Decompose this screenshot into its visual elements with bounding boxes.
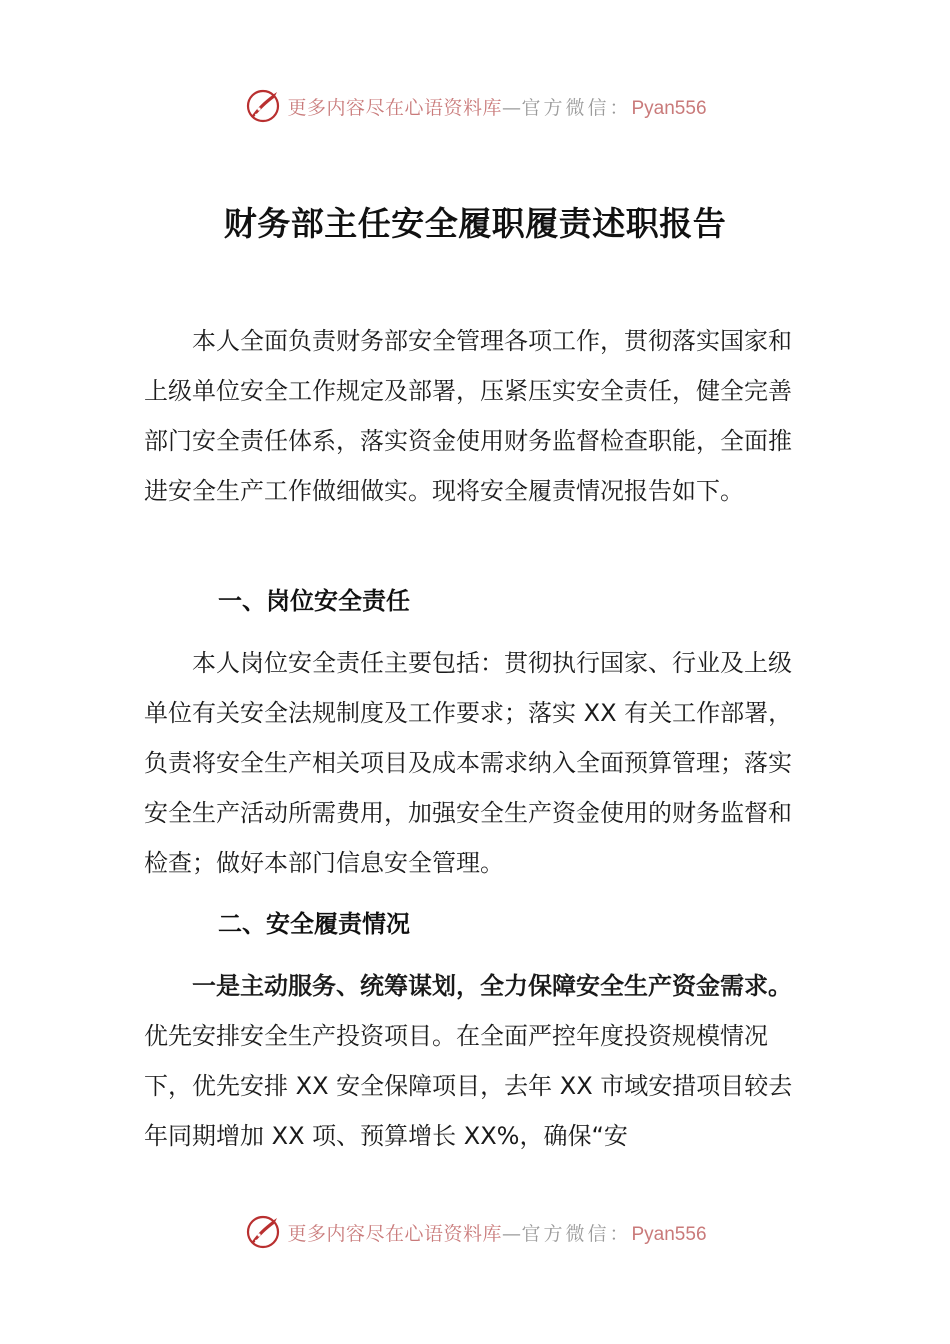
banner-text: 更多内容尽在心语资料库—官方微信：Pyan556 (287, 96, 707, 119)
document-title: 财务部主任安全履职履责述职报告 (223, 204, 727, 244)
section-heading-2: 二、安全履责情况 (218, 910, 410, 938)
banner-text: 更多内容尽在心语资料库—官方微信：Pyan556 (287, 1222, 707, 1245)
pen-nib-logo-icon (243, 86, 283, 126)
section2-body: 优先安排安全生产投资项目。在全面严控年度投资规模情况下，优先安排 XX 安全保障项目，去年 XX 市域安措项目较去年同期增加 XX 项、预算增长 XX%，确保“安 (144, 1022, 793, 1150)
footer-banner (0, 1210, 950, 1254)
section2-lead: 一是主动服务、统筹谋划，全力保障安全生产资金需求。 (192, 972, 792, 1000)
pen-nib-logo-icon (243, 1212, 283, 1252)
section1-paragraph: 本人岗位安全责任主要包括：贯彻执行国家、行业及上级单位有关安全法规制度及工作要求；落实 XX 有关工作部署，负责将安全生产相关项目及成本需求纳入全面预算管理；落实安全生产活动所需费用，加强安全生产资金使用的财务监督和检查；做好本部门信息安全管理。 (144, 649, 793, 877)
intro-paragraph: 本人全面负责财务部安全管理各项工作，贯彻落实国家和上级单位安全工作规定及部署，压紧压实安全责任，健全完善部门安全责任体系，落实资金使用财务监督检查职能，全面推进安全生产工作做细做实。现将安全履责情况报告如下。 (144, 327, 792, 505)
section-heading-1: 一、岗位安全责任 (218, 587, 410, 615)
section2-paragraph (144, 961, 809, 1161)
header-banner (0, 84, 950, 128)
